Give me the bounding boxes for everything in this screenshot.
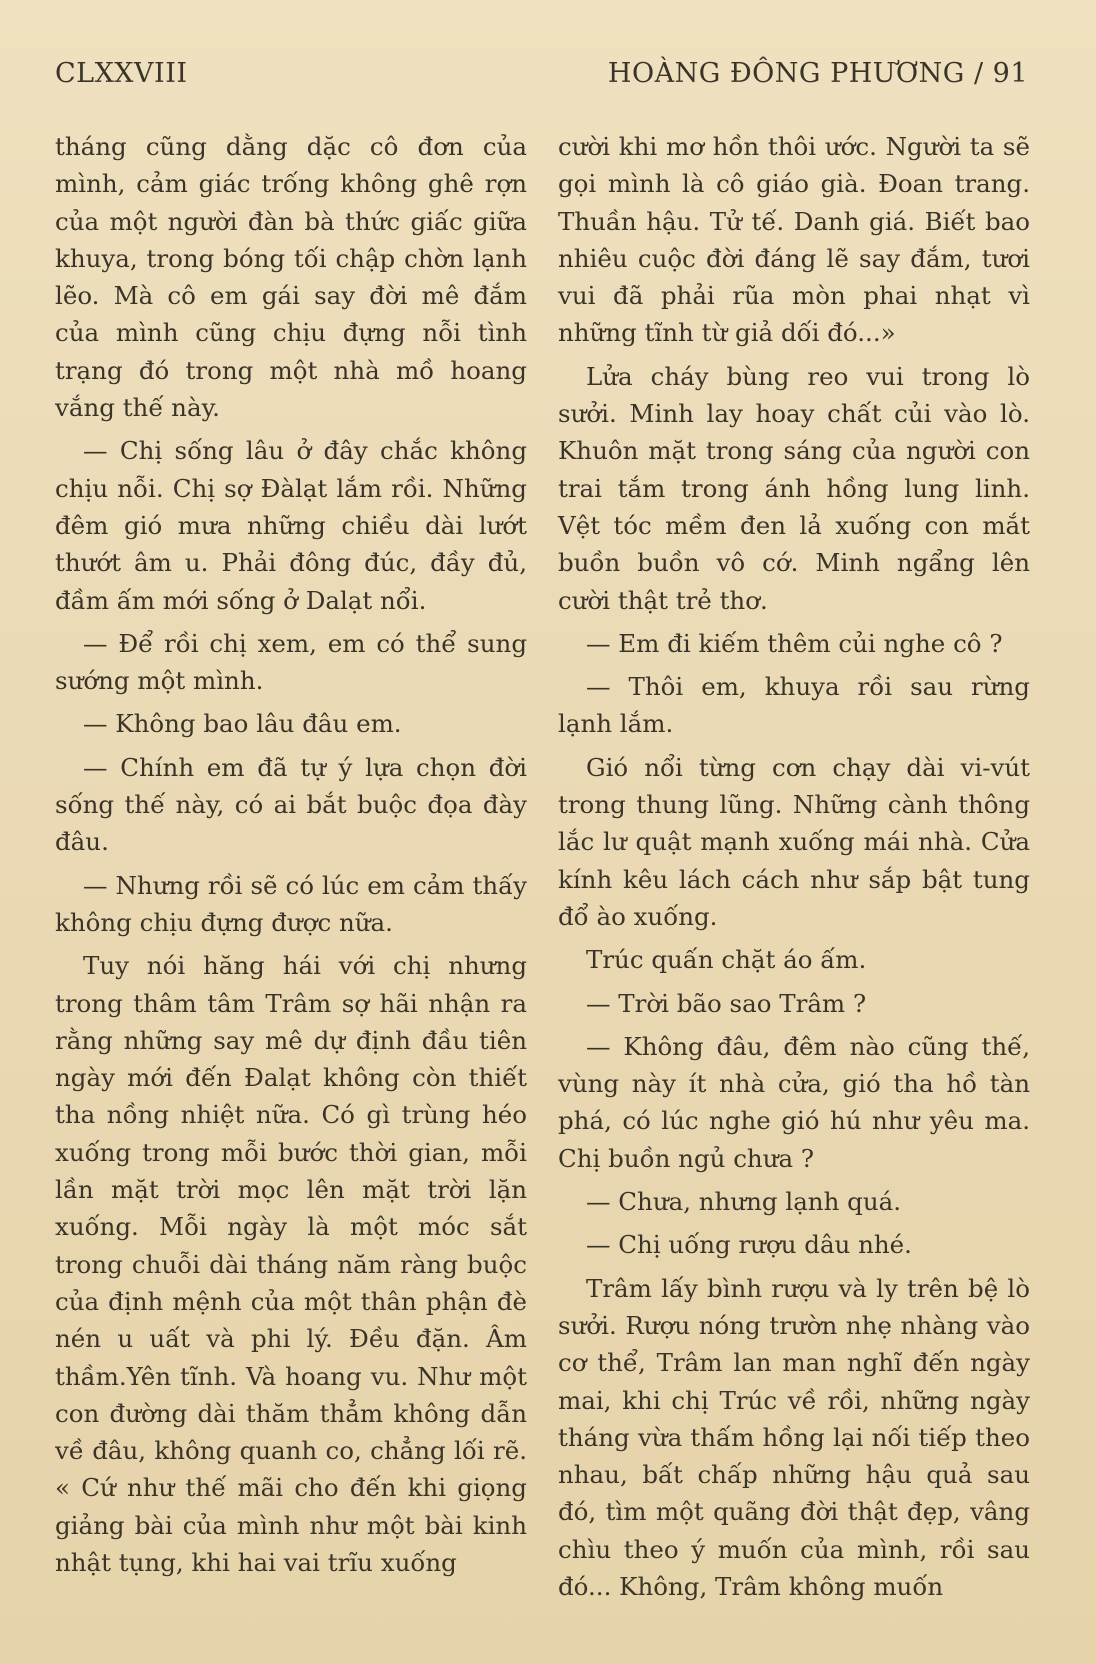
paragraph: — Thôi em, khuya rồi sau rừng lạnh lắm.	[558, 672, 1030, 739]
paragraph: Trúc quấn chặt áo ấm.	[586, 945, 867, 975]
paragraph: cười khi mơ hồn thôi ước. Người ta sẽ gọi mình là cô giáo già. Đoan trang. Thuần hậu. Tử tế. Danh giá. Biết bao nhiêu cuộc đời đáng lẽ say đắm, tươi vui đã phải rũa mòn phai nhạt vì những tĩnh từ giả dối đó...»	[558, 132, 1030, 348]
paragraph: — Chị sống lâu ở đây chắc không chịu nỗi. Chị sợ Đàlạt lắm rồi. Những đêm gió mưa những chiều dài lướt thướt âm u. Phải đông đúc, đầy đủ, đầm ấm mới sống ở Dalạt nổi.	[55, 436, 527, 615]
paragraph: Tuy nói hăng hái với chị nhưng trong thâm tâm Trâm sợ hãi nhận ra rằng những say mê dự định đầu tiên ngày mới đến Đalạt không còn thiết tha nồng nhiệt nữa. Có gì trùng héo xuống trong mỗi bước thời gian, mỗi lần mặt trời mọc lên mặt trời lặn xuống. Mỗi ngày là một móc sắt trong chuỗi dài tháng năm ràng buộc của định mệnh của một thân phận đè nén u uất và phi lý. Đều đặn. Âm thầm.Yên tĩnh. Và hoang vu. Như một con đường dài thăm thẳm không dẫn về đâu, không quanh co, chẳng lối rẽ. « Cứ như thế mãi cho đến khi giọng giảng bài của mình như một bài kinh nhật tụng, khi hai vai trĩu xuống	[55, 951, 527, 1577]
paragraph: — Chị uống rượu dâu nhé.	[586, 1230, 912, 1260]
paragraph: — Không đâu, đêm nào cũng thế, vùng này ít nhà cửa, gió tha hồ tàn phá, có lúc nghe gió hú như yêu ma. Chị buồn ngủ chưa ?	[558, 1031, 1030, 1173]
issue-number: CLXXVIII	[55, 58, 188, 89]
author-and-page-number: HOÀNG ĐÔNG PHƯƠNG / 91	[607, 58, 1028, 89]
paragraph: — Em đi kiếm thêm củi nghe cô ?	[586, 628, 1003, 658]
paragraph: — Trời bão sao Trâm ?	[586, 988, 867, 1018]
paragraph: Trâm lấy bình rượu và ly trên bệ lò sưởi. Rượu nóng trườn nhẹ nhàng vào cơ thể, Trâm lan man nghĩ đến ngày mai, khi chị Trúc về rồi, những ngày tháng vừa thấm hồng lại nối tiếp theo nhau, bất chấp những hậu quả sau đó, tìm một quãng đời thật đẹp, vâng chìu theo ý muốn của mình, rồi sau đó... Không, Trâm không muốn	[558, 1273, 1030, 1601]
paragraph: — Không bao lâu đâu em.	[83, 709, 402, 739]
paragraph: — Chưa, nhưng lạnh quá.	[586, 1187, 902, 1217]
paragraph: — Để rồi chị xem, em có thể sung sướng một mình.	[55, 628, 527, 696]
paragraph: — Nhưng rồi sẽ có lúc em cảm thấy không chịu đựng được nữa.	[55, 870, 527, 937]
left-column	[55, 128, 527, 1581]
page-header	[55, 58, 1028, 98]
paragraph: Gió nổi từng cơn chạy dài vi-vút trong thung lũng. Những cành thông lắc lư quật mạnh xuống mái nhà. Cửa kính kêu lách cách như sắp bật tung đổ ào xuống.	[558, 752, 1030, 931]
right-column	[558, 128, 1030, 1605]
paragraph: Lửa cháy bùng reo vui trong lò sưởi. Minh lay hoay chất củi vào lò. Khuôn mặt trong sáng của người con trai tắm trong ánh hồng lung linh. Vệt tóc mềm đen lả xuống con mắt buồn buồn vô cớ. Minh ngẩng lên cười thật trẻ thơ.	[558, 361, 1030, 615]
paragraph: — Chính em đã tự ý lựa chọn đời sống thế này, có ai bắt buộc đọa đày đâu.	[55, 752, 527, 857]
paragraph: tháng cũng dằng dặc cô đơn của mình, cảm giác trống không ghê rợn của một người đàn bà thức giấc giữa khuya, trong bóng tối chập chờn lạnh lẽo. Mà cô em gái say đời mê đắm của mình cũng chịu đựng nỗi tình trạng đó trong một nhà mồ hoang vắng thế này.	[55, 132, 527, 423]
